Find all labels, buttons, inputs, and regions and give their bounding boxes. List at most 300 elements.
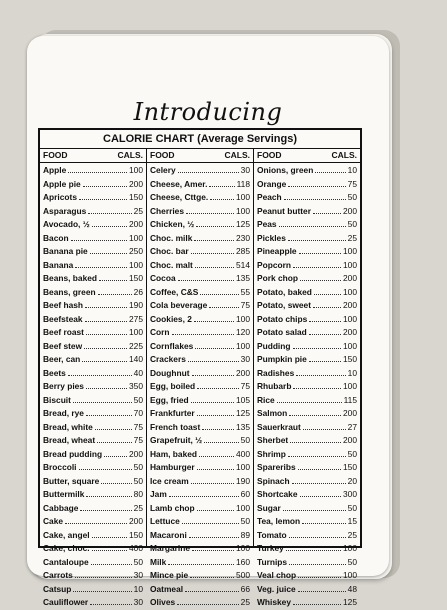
- calorie-value: 100: [129, 165, 143, 175]
- food-name: Cocoa: [150, 273, 176, 283]
- leader-dots: [202, 421, 234, 430]
- leader-dots: [178, 164, 239, 173]
- food-row: [257, 394, 357, 408]
- leader-dots: [191, 245, 234, 254]
- food-name: Doughnut: [150, 367, 190, 378]
- food-name: Popcorn: [257, 259, 291, 270]
- calorie-value: 50: [240, 435, 250, 445]
- leader-dots: [98, 286, 132, 295]
- calorie-value: 400: [236, 448, 250, 459]
- food-row: [257, 421, 357, 435]
- leader-dots: [298, 583, 346, 592]
- food-header: FOOD: [257, 150, 282, 160]
- food-name: Spinach: [257, 475, 290, 486]
- calorie-value: 300: [343, 489, 357, 499]
- calorie-value: 50: [133, 462, 143, 472]
- food-row: [150, 299, 250, 313]
- leader-dots: [196, 218, 234, 227]
- calorie-value: 100: [236, 502, 250, 513]
- calorie-value: 10: [347, 367, 357, 378]
- leader-dots: [298, 461, 341, 470]
- leader-dots: [186, 205, 234, 214]
- leader-dots: [65, 515, 127, 524]
- leader-dots: [73, 394, 132, 403]
- food-name: Hamburger: [150, 462, 195, 472]
- cals-header: CALS.: [224, 150, 250, 160]
- calorie-value: 100: [343, 259, 357, 270]
- leader-dots: [288, 232, 346, 241]
- food-name: Milk: [150, 556, 167, 567]
- food-row: [257, 218, 357, 232]
- food-name: Corn: [150, 327, 170, 337]
- food-row: [257, 205, 357, 219]
- food-row: [257, 407, 357, 421]
- calorie-value: 60: [240, 489, 250, 499]
- food-row: [150, 596, 250, 610]
- food-name: Beef roast: [43, 327, 84, 337]
- leader-dots: [300, 488, 342, 497]
- food-row: [43, 178, 143, 192]
- calorie-value: 100: [236, 462, 250, 472]
- leader-dots: [293, 596, 341, 605]
- food-name: Potato chips: [257, 313, 308, 324]
- calorie-value: 100: [236, 340, 250, 351]
- calorie-value: 200: [129, 219, 143, 229]
- calorie-value: 50: [133, 394, 143, 405]
- column-header: [40, 149, 146, 163]
- food-row: [150, 313, 250, 327]
- calorie-value: 350: [129, 381, 143, 391]
- leader-dots: [313, 299, 341, 308]
- leader-dots: [290, 434, 341, 443]
- calorie-value: 10: [133, 583, 143, 594]
- food-name: Carrots: [43, 570, 73, 580]
- calorie-value: 230: [236, 232, 250, 243]
- calorie-value: 125: [236, 408, 250, 418]
- leader-dots: [85, 299, 127, 308]
- food-row: [43, 596, 143, 610]
- calorie-value: 200: [129, 178, 143, 189]
- food-name: Cabbage: [43, 502, 79, 513]
- food-row: [43, 380, 143, 394]
- leader-dots: [95, 421, 132, 430]
- leader-dots: [185, 583, 239, 592]
- calorie-value: 50: [133, 556, 143, 567]
- leader-dots: [83, 178, 127, 187]
- leader-dots: [92, 218, 127, 227]
- food-name: Pork chop: [257, 273, 298, 283]
- calorie-value: 190: [236, 475, 250, 486]
- calorie-value: 100: [343, 570, 357, 580]
- calorie-value: 200: [343, 300, 357, 310]
- leader-dots: [92, 529, 127, 538]
- leader-dots: [85, 313, 127, 322]
- food-name: Sugar: [257, 502, 281, 513]
- leader-dots: [289, 407, 341, 416]
- food-name: Broccoli: [43, 462, 77, 472]
- calorie-value: 150: [343, 462, 357, 472]
- food-name: Banana: [43, 259, 74, 270]
- food-row: [43, 313, 143, 327]
- food-row: [43, 218, 143, 232]
- food-name: Spareribs: [257, 462, 296, 472]
- calorie-value: 100: [343, 340, 357, 351]
- food-name: Jam: [150, 489, 167, 499]
- food-row: [150, 569, 250, 583]
- calorie-value: 100: [236, 543, 250, 553]
- leader-dots: [86, 407, 132, 416]
- leader-dots: [189, 529, 239, 538]
- calorie-value: 100: [236, 205, 250, 216]
- calorie-value: 200: [343, 408, 357, 418]
- calorie-value: 25: [347, 232, 357, 243]
- food-row: [43, 245, 143, 259]
- leader-dots: [302, 515, 346, 524]
- food-name: Chicken, ½: [150, 219, 195, 229]
- food-name: Whiskey: [257, 597, 291, 607]
- calorie-value: 200: [343, 327, 357, 337]
- food-row: [150, 475, 250, 489]
- food-row: [257, 515, 357, 529]
- food-row: [257, 488, 357, 502]
- food-name: Frankfurter: [150, 408, 195, 418]
- food-row: [257, 502, 357, 516]
- calorie-value: 100: [343, 246, 357, 256]
- food-row: [43, 232, 143, 246]
- food-name: Potato, sweet: [257, 300, 311, 310]
- leader-dots: [92, 542, 127, 551]
- leader-dots: [194, 232, 234, 241]
- leader-dots: [73, 583, 131, 592]
- leader-dots: [296, 367, 345, 376]
- food-row: [150, 205, 250, 219]
- food-row: [43, 191, 143, 205]
- calorie-value: 200: [343, 273, 357, 283]
- calorie-value: 70: [133, 408, 143, 418]
- leader-dots: [169, 488, 239, 497]
- food-name: Grapefruit, ½: [150, 435, 203, 445]
- food-row: [150, 461, 250, 475]
- food-name: Veg. juice: [257, 583, 296, 594]
- cals-header: CALS.: [331, 150, 357, 160]
- food-row: [43, 407, 143, 421]
- calorie-value: 50: [347, 448, 357, 459]
- calorie-value: 15: [347, 516, 357, 526]
- food-row: [150, 421, 250, 435]
- food-name: Catsup: [43, 583, 72, 594]
- calorie-value: 150: [129, 192, 143, 202]
- leader-dots: [188, 353, 239, 362]
- food-name: Pumpkin pie: [257, 354, 307, 364]
- food-name: French toast: [150, 421, 201, 432]
- food-name: Crackers: [150, 354, 186, 364]
- leader-dots: [182, 515, 239, 524]
- food-name: Cookies, 2: [150, 313, 192, 324]
- leader-dots: [293, 380, 341, 389]
- food-row: [257, 529, 357, 543]
- calorie-value: 135: [236, 421, 250, 432]
- calorie-value: 50: [347, 502, 357, 513]
- leader-dots: [172, 326, 234, 335]
- calorie-value: 140: [129, 354, 143, 364]
- calorie-value: 89: [240, 529, 250, 540]
- leader-dots: [298, 569, 341, 578]
- food-name: Beans, green: [43, 286, 96, 297]
- leader-dots: [200, 286, 238, 295]
- leader-dots: [288, 448, 346, 457]
- leader-dots: [210, 191, 234, 200]
- calorie-value: 225: [129, 340, 143, 351]
- food-name: Beef hash: [43, 300, 84, 310]
- food-name: Bread, white: [43, 421, 93, 432]
- food-row: [43, 488, 143, 502]
- food-row: [257, 178, 357, 192]
- leader-dots: [68, 367, 132, 376]
- food-row: [43, 353, 143, 367]
- leader-dots: [190, 569, 234, 578]
- food-row: [43, 475, 143, 489]
- calorie-value: 30: [133, 570, 143, 580]
- food-name: Apple pie: [43, 178, 81, 189]
- calorie-value: 190: [129, 300, 143, 310]
- calorie-value: 20: [347, 475, 357, 486]
- leader-dots: [99, 272, 127, 281]
- food-name: Potato, baked: [257, 286, 312, 297]
- leader-dots: [90, 596, 132, 605]
- column-header: [254, 149, 360, 163]
- food-name: Ham, baked: [150, 448, 198, 459]
- food-name: Beets: [43, 367, 66, 378]
- food-name: Cheese, Cttge.: [150, 192, 209, 202]
- food-row: [150, 407, 250, 421]
- food-name: Biscuit: [43, 394, 71, 405]
- food-name: Cake, choc.: [43, 543, 90, 553]
- calorie-value: 55: [240, 286, 250, 297]
- leader-dots: [279, 218, 346, 227]
- food-name: Bread pudding: [43, 448, 103, 459]
- food-row: [150, 556, 250, 570]
- calorie-value: 50: [347, 556, 357, 567]
- food-row: [150, 488, 250, 502]
- calorie-value: 25: [133, 205, 143, 216]
- leader-dots: [197, 461, 234, 470]
- food-row: [43, 461, 143, 475]
- food-name: Coffee, C&S: [150, 286, 199, 297]
- food-name: Apricots: [43, 192, 77, 202]
- food-row: [257, 380, 357, 394]
- food-row: [150, 191, 250, 205]
- calorie-value: 30: [133, 597, 143, 607]
- food-row: [43, 515, 143, 529]
- leader-dots: [80, 502, 131, 511]
- leader-dots: [75, 569, 132, 578]
- food-row: [150, 164, 250, 178]
- calorie-value: 50: [240, 516, 250, 526]
- food-name: Orange: [257, 178, 287, 189]
- calorie-value: 100: [343, 543, 357, 553]
- calorie-value: 500: [236, 570, 250, 580]
- food-row: [257, 583, 357, 597]
- food-name: Sherbet: [257, 435, 289, 445]
- calorie-value: 200: [343, 205, 357, 216]
- food-name: Radishes: [257, 367, 295, 378]
- calorie-value: 75: [240, 381, 250, 391]
- food-name: Cantaloupe: [43, 556, 89, 567]
- food-name: Ice cream: [150, 475, 189, 486]
- calorie-value: 200: [129, 448, 143, 459]
- calorie-value: 10: [347, 165, 357, 175]
- calorie-value: 200: [343, 435, 357, 445]
- leader-dots: [303, 421, 346, 430]
- food-name: Sauerkraut: [257, 421, 301, 432]
- food-name: Salmon: [257, 408, 288, 418]
- food-row: [43, 502, 143, 516]
- food-row: [257, 596, 357, 610]
- leader-dots: [300, 272, 341, 281]
- food-row: [257, 556, 357, 570]
- calorie-value: 285: [236, 246, 250, 256]
- food-name: Buttermilk: [43, 489, 85, 499]
- food-row: [150, 353, 250, 367]
- food-name: Choc. malt: [150, 259, 193, 270]
- leader-dots: [86, 380, 127, 389]
- food-row: [257, 569, 357, 583]
- food-name: Banana pie: [43, 246, 88, 256]
- calorie-value: 100: [343, 313, 357, 324]
- food-row: [257, 448, 357, 462]
- food-name: Lamb chop: [150, 502, 195, 513]
- food-row: [150, 218, 250, 232]
- leader-dots: [197, 502, 234, 511]
- food-name: Peanut butter: [257, 205, 311, 216]
- food-name: Rhubarb: [257, 381, 292, 391]
- calorie-value: 100: [343, 286, 357, 297]
- leader-dots: [197, 407, 234, 416]
- calorie-value: 25: [347, 529, 357, 540]
- food-name: Shortcake: [257, 489, 298, 499]
- calorie-value: 200: [236, 367, 250, 378]
- calorie-value: 100: [236, 313, 250, 324]
- food-row: [150, 529, 250, 543]
- food-name: Asparagus: [43, 205, 87, 216]
- food-row: [43, 259, 143, 273]
- calorie-value: 115: [343, 394, 357, 405]
- food-row: [150, 272, 250, 286]
- food-row: [150, 286, 250, 300]
- food-name: Tomato: [257, 529, 287, 540]
- food-name: Choc. milk: [150, 232, 193, 243]
- calorie-value: 75: [347, 178, 357, 189]
- food-row: [257, 245, 357, 259]
- leader-dots: [195, 340, 234, 349]
- cals-header: CALS.: [117, 150, 143, 160]
- leader-dots: [68, 164, 127, 173]
- calorie-value: 75: [133, 435, 143, 445]
- food-name: Beef stew: [43, 340, 83, 351]
- food-row: [257, 475, 357, 489]
- food-row: [43, 556, 143, 570]
- food-row: [150, 542, 250, 556]
- food-row: [257, 313, 357, 327]
- calorie-value: 30: [240, 354, 250, 364]
- food-name: Butter, square: [43, 475, 100, 486]
- food-row: [257, 232, 357, 246]
- food-name: Olives: [150, 597, 176, 607]
- calorie-value: 514: [236, 259, 250, 270]
- food-row: [150, 448, 250, 462]
- calorie-value: 48: [347, 583, 357, 594]
- chart-column-2: [147, 149, 254, 607]
- calorie-value: 25: [133, 502, 143, 513]
- food-row: [43, 529, 143, 543]
- food-name: Lettuce: [150, 516, 180, 526]
- chart-heading: CALORIE CHART (Average Servings): [40, 130, 360, 149]
- food-row: [150, 245, 250, 259]
- food-row: [257, 164, 357, 178]
- leader-dots: [191, 475, 234, 484]
- food-row: [257, 542, 357, 556]
- food-name: Macaroni: [150, 529, 187, 540]
- food-row: [150, 515, 250, 529]
- leader-dots: [204, 434, 239, 443]
- calorie-value: 40: [133, 367, 143, 378]
- leader-dots: [292, 475, 346, 484]
- food-row: [257, 367, 357, 381]
- leader-dots: [286, 542, 341, 551]
- food-name: Egg, boiled: [150, 381, 196, 391]
- food-row: [150, 259, 250, 273]
- card-title: Introducing: [133, 98, 283, 126]
- food-name: Turnips: [257, 556, 288, 567]
- calorie-value: 275: [129, 313, 143, 324]
- calorie-value: 100: [236, 192, 250, 202]
- leader-dots: [79, 461, 132, 470]
- food-name: Cherries: [150, 205, 184, 216]
- food-name: Margarine: [150, 543, 191, 553]
- food-name: Beer, can: [43, 354, 81, 364]
- leader-dots: [71, 232, 127, 241]
- leader-dots: [86, 488, 131, 497]
- food-row: [257, 461, 357, 475]
- food-row: [43, 286, 143, 300]
- leader-dots: [88, 205, 131, 214]
- leader-dots: [209, 178, 234, 187]
- calorie-value: 125: [236, 219, 250, 229]
- leader-dots: [168, 556, 234, 565]
- food-row: [43, 164, 143, 178]
- food-name: Veal chop: [257, 570, 297, 580]
- calorie-value: 100: [343, 381, 357, 391]
- food-name: Tea, lemon: [257, 516, 301, 526]
- food-row: [150, 502, 250, 516]
- leader-dots: [194, 313, 234, 322]
- food-row: [43, 299, 143, 313]
- leader-dots: [199, 448, 234, 457]
- calorie-value: 125: [343, 597, 357, 607]
- leader-dots: [209, 299, 238, 308]
- leader-dots: [86, 326, 127, 335]
- food-row: [43, 569, 143, 583]
- food-row: [43, 394, 143, 408]
- food-row: [150, 367, 250, 381]
- leader-dots: [315, 164, 345, 173]
- food-row: [43, 272, 143, 286]
- food-name: Oatmeal: [150, 583, 184, 594]
- leader-dots: [97, 434, 132, 443]
- food-name: Mince pie: [150, 570, 189, 580]
- food-name: Cake, angel: [43, 529, 90, 540]
- leader-dots: [90, 245, 127, 254]
